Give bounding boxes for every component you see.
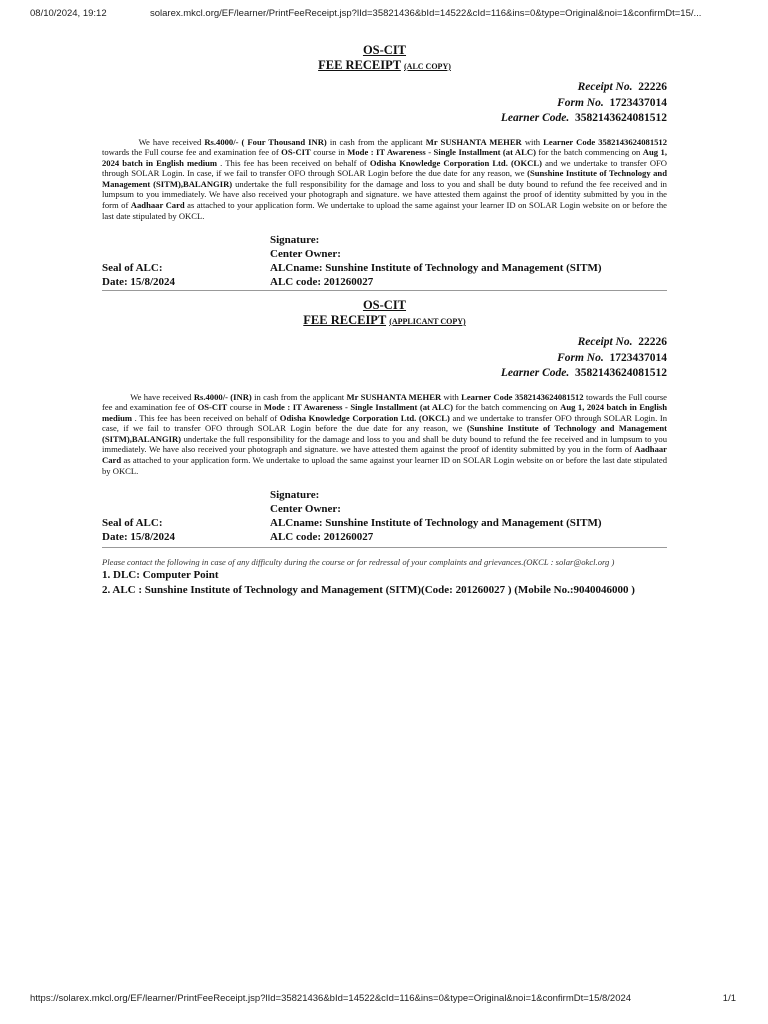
- copy-label: (ALC COPY): [404, 62, 451, 71]
- form-no-value: 1723437014: [609, 96, 667, 109]
- contact-note: Please contact the following in case of any difficulty during the course or for redressal of your complaints and grievances.(OKCL : solar@okcl.org ): [102, 557, 615, 567]
- print-footer-url: https://solarex.mkcl.org/EF/learner/PrintFeeReceipt.jsp?lId=35821436&bId=14522&cId=116&ins=0&type=Original&noi=1&confirmDt=15/8/2024: [30, 993, 632, 1004]
- alc-code: ALC code: 201260027: [270, 276, 374, 289]
- signature-label: Signature:: [270, 234, 320, 247]
- center-owner-label: Center Owner:: [270, 248, 341, 261]
- print-footer: [0, 993, 768, 1013]
- receipt-body-paragraph: We have received Rs.4000/- (INR) in cash from the applicant Mr SUSHANTA MEHER with Learner Code 3582143624081512 towards the Full course fee and examination fee of OS-CIT course in Mode : IT Awareness - Single Installment (at ALC) for the batch commencing on Aug 1, 2024 batch in English medium . This fee has been received on behalf of Odisha Knowledge Corporation Ltd. (OKCL) and we undertake to transfer OFO through SOLAR Login. In case, if we fail to transfer OFO through SOLAR Login before the due date for any reason, we (Sunshine Institute of Technology and Management (SITM),BALANGIR) undertake the full responsibility for the damage and loss to you and shall be duty bound to refund the fee received and in lumpsum to you immediately. We have also received your photograph and signature. we have attested them against the proof of identity submitted by you in the form of Aadhaar Card as attached to your application form. We undertake to upload the same against your learner ID on SOLAR Login website on or before the last date stipulated by OKCL.: [102, 391, 668, 476]
- learner-code-label: Learner Code.: [500, 367, 570, 379]
- form-no-label: Form No.: [557, 351, 604, 364]
- learner-code-value: 3582143624081512: [575, 367, 667, 379]
- receipt-applicant-copy: [102, 298, 667, 544]
- signature-block: [102, 488, 667, 544]
- center-owner-label: Center Owner:: [270, 503, 341, 516]
- receipt-no-value: 22226: [638, 336, 667, 348]
- receipt-subtitle: [102, 313, 667, 329]
- date-label: Date: 15/8/2024: [102, 531, 176, 544]
- alc-name: ALCname: Sunshine Institute of Technology and Management (SITM): [270, 262, 602, 275]
- learner-code-label: Learner Code.: [500, 112, 570, 124]
- contact-divider: [102, 547, 667, 548]
- receipt-alc-copy: [102, 43, 667, 289]
- signature-block: [102, 233, 667, 289]
- receipt-meta: [102, 335, 667, 382]
- form-no-value: 1723437014: [609, 351, 667, 364]
- page-number: 1/1: [722, 993, 736, 1004]
- print-header: [0, 0, 768, 26]
- learner-code-value: 3582143624081512: [575, 112, 667, 124]
- receipt-meta: [102, 80, 667, 127]
- receipt-no-label: Receipt No.: [577, 336, 633, 348]
- receipt-subtitle-text: FEE RECEIPT: [318, 58, 401, 72]
- seal-label: Seal of ALC:: [102, 262, 163, 275]
- print-page-url: solarex.mkcl.org/EF/learner/PrintFeeReceipt.jsp?lId=35821436&bId=14522&cId=116&ins=0&type=Original&noi=1&confirmDt=15/...: [150, 8, 702, 19]
- contact-section: [102, 556, 682, 598]
- form-no-label: Form No.: [557, 96, 604, 109]
- receipt-title: OS-CIT: [362, 298, 407, 312]
- contact-dlc: 1. DLC: Computer Point: [102, 569, 219, 581]
- date-label: Date: 15/8/2024: [102, 276, 176, 289]
- contact-alc: 2. ALC : Sunshine Institute of Technology and Management (SITM)(Code: 201260027 ) (Mobile No.:9040046000 ): [102, 584, 635, 596]
- receipt-subtitle: [102, 58, 667, 74]
- receipt-subtitle-text: FEE RECEIPT: [303, 313, 387, 327]
- receipt-no-label: Receipt No.: [577, 81, 633, 93]
- receipt-title: OS-CIT: [362, 43, 407, 57]
- signature-label: Signature:: [270, 489, 320, 502]
- receipt-divider: [102, 290, 667, 291]
- receipt-body-paragraph: We have received Rs.4000/- ( Four Thousand INR) in cash from the applicant Mr SUSHANTA MEHER with Learner Code 3582143624081512 towards the Full course fee and examination fee of OS-CIT course in Mode : IT Awareness - Single Installment (at ALC) for the batch commencing on Aug 1, 2024 batch in English medium . This fee has been received on behalf of Odisha Knowledge Corporation Ltd. (OKCL) and we undertake to transfer OFO through SOLAR Login. In case, if we fail to transfer OFO through SOLAR Login before the due date for any reason, we (Sunshine Institute of Technology and Management (SITM),BALANGIR) undertake the full responsibility for the damage and loss to you and shall be duty bound to refund the fee received and in lumpsum to you immediately. We have also received your photograph and signature. we have attested them against the proof of identity submitted by you in the form of Aadhaar Card as attached to your application form. We undertake to upload the same against your learner ID on SOLAR Login website on or before the last date stipulated by OKCL.: [102, 136, 668, 221]
- seal-label: Seal of ALC:: [102, 517, 163, 530]
- alc-code: ALC code: 201260027: [270, 531, 374, 544]
- alc-name: ALCname: Sunshine Institute of Technology and Management (SITM): [270, 517, 602, 530]
- receipt-no-value: 22226: [638, 81, 667, 93]
- copy-label: (APPLICANT COPY): [389, 317, 466, 326]
- print-datetime: 08/10/2024, 19:12: [30, 8, 107, 19]
